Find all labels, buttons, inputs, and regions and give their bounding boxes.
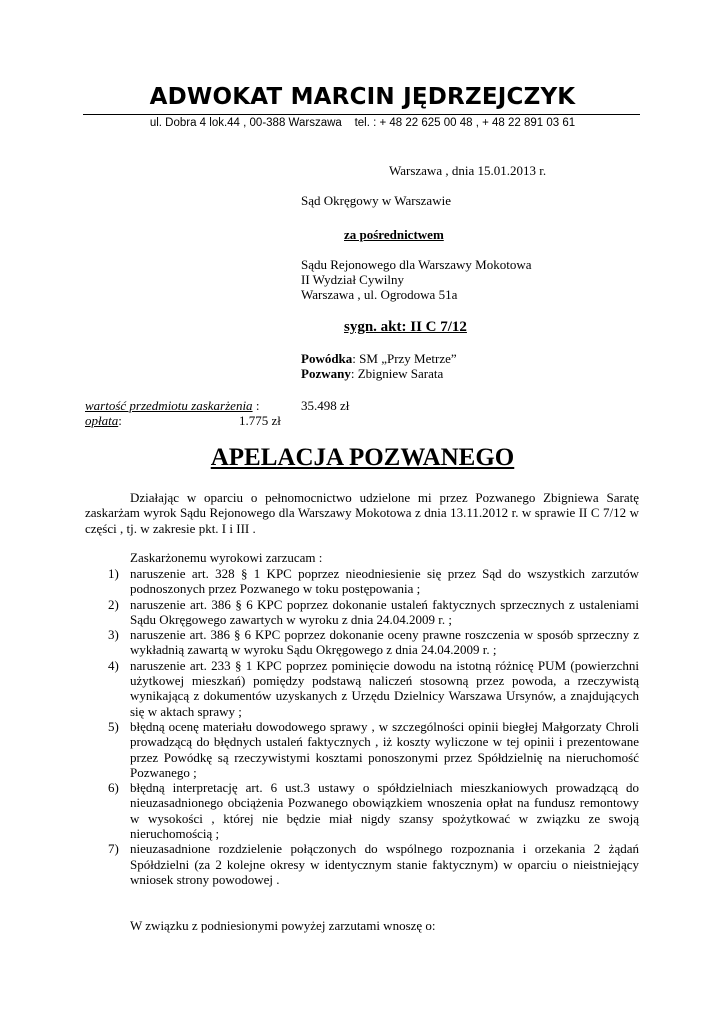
case-reference: sygn. akt: II C 7/12 [344, 319, 467, 335]
lower-court-line-2: II Wydział Cywilny [301, 272, 404, 287]
dispute-value-separator: : [252, 398, 260, 413]
charge-item [98, 597, 639, 628]
charge-text: naruszenie art. 328 § 1 KPC poprzez nieodniesienie się przez Sąd do wszystkich zarzutów podnoszonych przez Pozwanego w toku postępowania ; [130, 566, 639, 597]
charge-number: 4) [108, 657, 119, 673]
charge-number: 3) [108, 627, 119, 643]
charge-item [98, 566, 639, 597]
fee-label: opłata [85, 413, 119, 428]
dispute-value-label: wartość przedmiotu zaskarżenia [85, 398, 253, 413]
defendant-label: Pozwany [301, 366, 351, 381]
charge-text: błędną ocenę materiału dowodowego sprawy , w szczególności opinii biegłej Małgorzaty Chroli prowadzącą do błędnych ustaleń faktycznych , iż koszty wyliczone w tej opinii i prezentowane przez Powódkę są rzeczywistymi kosztami ponoszonymi przez Spółdzielnię na nieruchomość Pozwanego ; [130, 718, 639, 780]
charge-item [98, 841, 639, 887]
charge-text: błędną interpretację art. 6 ust.3 ustawy o spółdzielniach mieszkaniowych prowadzącą do nieuzasadnionego obciążenia Pozwanego obowiązkiem wnoszenia opłat na fundusz remontowy w wysokości , której nie będzie miał nigdy szansy spożytkować w związku ze swoją nieruchomością ; [130, 780, 639, 842]
lower-court-line-1: Sądu Rejonowego dla Warszawy Mokotowa [301, 257, 532, 272]
charge-text: naruszenie art. 386 § 6 KPC poprzez dokonanie ustaleń faktycznych sprzecznych z ustaleniami Sądu Okręgowego zawartych w wyroku z dnia 24.04.2009 r. ; [130, 596, 639, 627]
charge-text: naruszenie art. 233 § 1 KPC poprzez pominięcie dowodu na istotną różnicę PUM (powierzchni użytkowej mieszkań) pomiędzy podstawą naliczeń stosowną przez powoda, a rzeczywistą wynikającą z dokumentów uzyskanych z Urzędu Dzielnicy Warszawa Ursynów, a znajdujących się w aktach sprawy ; [130, 657, 639, 719]
charge-number: 5) [108, 718, 119, 734]
plaintiff-line [301, 351, 457, 366]
charge-number: 7) [108, 841, 119, 857]
letterhead-title: ADWOKAT MARCIN JĘDRZEJCZYK [149, 84, 576, 110]
defendant-line [301, 366, 443, 381]
charge-text: nieuzasadnione rozdzielenie połączonych do wspólnego rozpoznania i orzekania 2 żądań Spółdzielni (za 2 kolejne okresy w identycznym stanie faktycznym) w oparciu o nieistniejący wniosek strony powodowej . [130, 841, 639, 887]
charge-number: 2) [108, 596, 119, 612]
letterhead-divider [83, 114, 640, 115]
charges-intro: Zaskarżonemu wyrokowi zarzucam : [130, 550, 323, 565]
document-title: APELACJA POZWANEGO [210, 444, 515, 471]
recipient-court: Sąd Okręgowy w Warszawie [301, 193, 451, 208]
intermediary-label: za pośrednictwem [344, 227, 444, 242]
plaintiff-value: : SM „Przy Metrze” [352, 351, 457, 366]
dispute-value-amount: 35.498 zł [301, 398, 350, 413]
charge-text: naruszenie art. 386 § 6 KPC poprzez dokonanie oceny prawne roszczenia w sposób sprzeczny z wykładnią zawartą w wyroku Sądu Okręgowego z dnia 24.04.2009 r. ; [130, 627, 639, 658]
charge-item [98, 627, 639, 658]
plaintiff-label: Powódka [301, 351, 353, 366]
charge-number: 1) [108, 566, 119, 581]
charge-number: 6) [108, 780, 119, 796]
intro-paragraph: Działając w oparciu o pełnomocnictwo udzielone mi przez Pozwanego Zbigniewa Saratę zaskarżam wyrok Sądu Rejonowego dla Warszawy Mokotowa z dnia 13.11.2012 r. w sprawie II C 7/12 w części , tj. w zakresie pkt. I i III . [85, 490, 639, 536]
letterhead-address: ul. Dobra 4 lok.44 , 00-388 Warszawa tel. : + 48 22 625 00 48 , + 48 22 891 03 61 [149, 117, 576, 129]
charges-list [98, 566, 639, 887]
defendant-value: : Zbigniew Sarata [350, 366, 444, 381]
lower-court-line-3: Warszawa , ul. Ogrodowa 51a [301, 287, 458, 302]
closing-line: W związku z podniesionymi powyżej zarzutami wnoszę o: [130, 918, 436, 933]
fee-amount: 1.775 zł [239, 413, 281, 428]
dispute-value-label-line [85, 398, 259, 413]
charge-item [98, 780, 639, 841]
place-date: Warszawa , dnia 15.01.2013 r. [389, 163, 547, 178]
charge-item [98, 719, 639, 780]
fee-label-line [85, 413, 122, 428]
fee-separator: : [118, 413, 122, 428]
charge-item [98, 658, 639, 719]
